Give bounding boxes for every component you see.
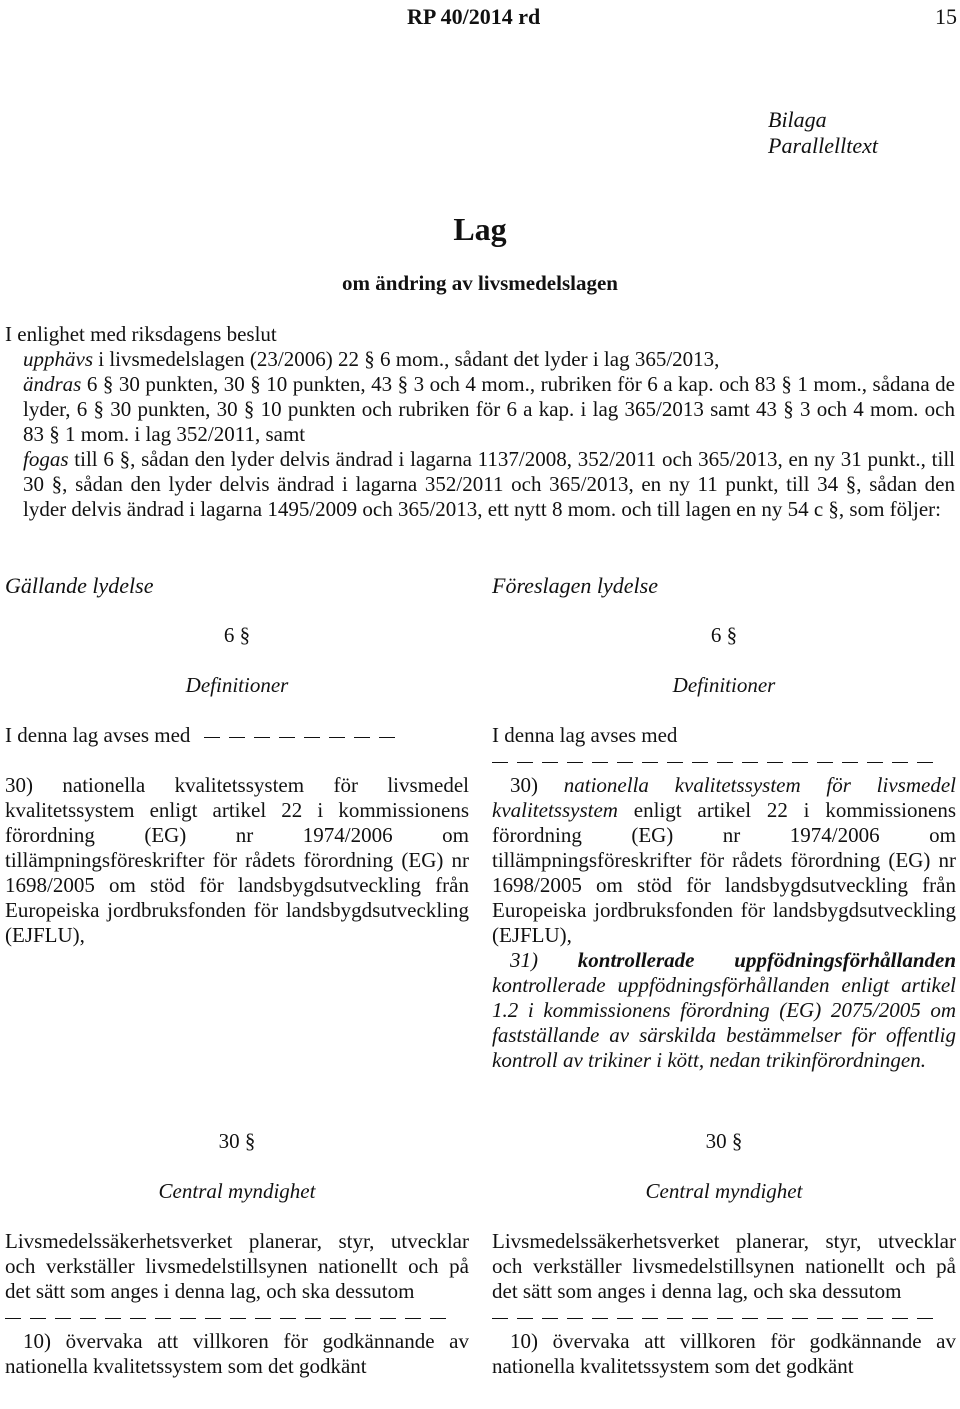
section-6-lead: I denna lag avses med	[492, 723, 678, 747]
document-reference: RP 40/2014 rd	[407, 4, 541, 29]
andras-verb: ändras	[23, 372, 82, 396]
section-30-point-10: 10) övervaka att villkoren för godkännande av nationella kvalitetssystem som det godkänt	[492, 1329, 956, 1378]
section-6-number: 6 §	[710, 623, 738, 647]
right-section-6	[492, 623, 956, 1073]
section-30-body: Livsmedelssäkerhetsverket planerar, styr, utvecklar och verkställer livsmedelstillsynen nationellt och på det sätt som anges i denna lag, och ska dessutom	[492, 1229, 956, 1303]
section-30-heading: Central myndighet	[645, 1179, 803, 1203]
section-6-lead: I denna lag avses med	[5, 723, 469, 748]
bilaga-line: Bilaga	[768, 107, 827, 132]
left-column-heading: Gällande lydelse	[5, 573, 154, 598]
left-point-30: 30) nationella kvalitetssystem för livsmedel kvalitetssystem enligt artikel 22 i kommissionens förordning (EG) nr 1974/2006 om tillämpningsföreskrifter för rådets förordning (EG) nr 1698/2005 om stöd för landsbygdsutveckling från Europeiska jordbruksfonden för landsbygdsutveckling (EJFLU),	[5, 773, 469, 947]
section-30-point-10: 10) övervaka att villkoren för godkännande av nationella kvalitetssystem som det godkänt	[5, 1329, 469, 1378]
section-30-number: 30 §	[705, 1129, 743, 1153]
parallelltext-line: Parallelltext	[768, 133, 878, 158]
omission-dashes	[492, 748, 956, 773]
section-6-heading: Definitioner	[185, 673, 289, 697]
section-30-number: 30 §	[218, 1129, 256, 1153]
preamble-upphavs	[5, 347, 955, 372]
omission-dashes	[5, 1304, 469, 1329]
section-30-heading: Central myndighet	[158, 1179, 316, 1203]
omission-dashes	[204, 723, 404, 747]
fogas-verb: fogas	[23, 447, 69, 471]
omission-dashes	[492, 1304, 956, 1329]
preamble-andras	[5, 372, 955, 447]
section-30-body: Livsmedelssäkerhetsverket planerar, styr, utvecklar och verkställer livsmedelstillsynen nationellt och på det sätt som anges i denna lag, och ska dessutom	[5, 1229, 469, 1303]
preamble-fogas	[5, 447, 955, 522]
left-section-30	[5, 1129, 469, 1379]
upphavs-verb: upphävs	[23, 347, 93, 371]
attachment-label	[768, 107, 878, 159]
section-6-number: 6 §	[223, 623, 251, 647]
andras-text: 6 § 30 punkten, 30 § 10 punkten, 43 § 3 och 4 mom., rubriken för 6 a kap. och 83 § 1 mom., sådana de lyder, 6 § 30 punkten, 30 § 10 punkten och rubriken för 6 a kap. i lag 365/2013 samt 43 § 3 och 4 mom. och 83 § 1 mom. i lag 352/2011, samt	[23, 372, 955, 446]
law-title: Lag	[453, 211, 507, 247]
right-column-heading: Föreslagen lydelse	[492, 573, 658, 598]
preamble	[5, 322, 955, 522]
page-number: 15	[935, 4, 957, 29]
law-subtitle: om ändring av livsmedelslagen	[342, 271, 618, 295]
right-point-30: 30) nationella kvalitetssystem för livsmedel kvalitetssystem enligt artikel 22 i kommissionens förordning (EG) nr 1974/2006 om tillämpningsföreskrifter för rådets förordning (EG) nr 1698/2005 om stöd för landsbygdsutveckling från Europeiska jordbruksfonden för landsbygdsutveckling (EJFLU),	[492, 773, 956, 947]
right-section-30	[492, 1129, 956, 1379]
fogas-text: till 6 §, sådan den lyder delvis ändrad i lagarna 1137/2008, 352/2011 och 365/2013, en ny 31 punkt., till 30 §, sådan den lyder delvis ändrad i lagarna 352/2011 och 365/2013, en ny 11 punkt, till 34 §, sådan den lyder delvis ändrad i lagarna 1495/2009 och 365/2013, ett nytt 8 mom. och till lagen en ny 54 c §, som följer:	[23, 447, 955, 521]
upphavs-text: i livsmedelslagen (23/2006) 22 § 6 mom., sådant det lyder i lag 365/2013,	[93, 347, 720, 371]
section-6-heading: Definitioner	[672, 673, 776, 697]
preamble-lead: I enlighet med riksdagens beslut	[5, 322, 277, 346]
right-point-31: 31) kontrollerade uppfödningsförhållanden kontrollerade uppfödningsförhållanden enligt artikel 1.2 i kommissionens förordning (EG) 2075/2005 om fastställande av särskilda bestämmelser för offentlig kontroll av trikiner i kött, nedan trikinförordningen.	[492, 948, 956, 1072]
left-section-6	[5, 623, 469, 948]
